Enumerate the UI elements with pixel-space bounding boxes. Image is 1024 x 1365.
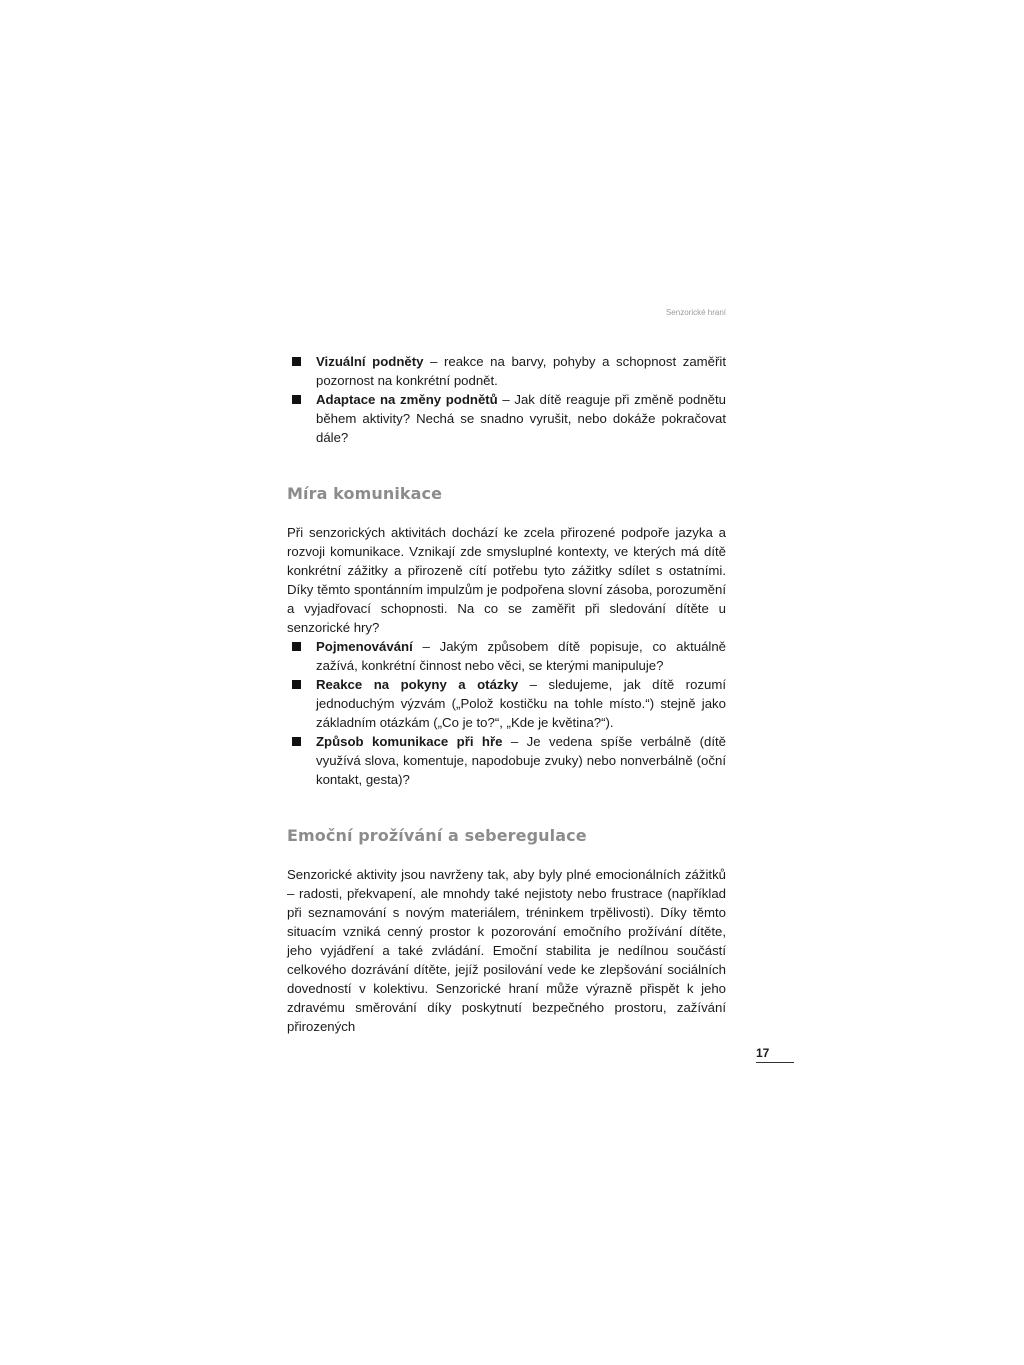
section-heading-emotions: Emoční prožívání a seberegulace <box>287 826 587 845</box>
intro-bullet-list <box>287 352 726 447</box>
square-bullet-icon <box>292 680 301 689</box>
page-content <box>287 352 726 1036</box>
section-paragraph-communication: Při senzorických aktivitách dochází ke zcela přirozené podpoře jazyka a rozvoji komunikace. Vznikají zde smysluplné kontexty, ve kterých má dítě konkrétní zážitky a přirozeně cítí potřebu tyto zážitky sdílet s ostatními. Díky těmto spontánním impulzům je podpořena slovní zásoba, porozumění a vyjadřovací schopnosti. Na co se zaměřit při sledování dítěte u senzorické hry? <box>287 525 726 635</box>
list-item-term: Způsob komunikace při hře <box>316 734 503 749</box>
list-item <box>287 675 726 732</box>
page-number: 17 <box>756 1046 794 1063</box>
list-item <box>287 637 726 675</box>
square-bullet-icon <box>292 357 301 366</box>
list-item-term: Reakce na pokyny a otázky <box>316 677 519 692</box>
square-bullet-icon <box>292 737 301 746</box>
list-item-term: Adaptace na změny podnětů <box>316 392 498 407</box>
square-bullet-icon <box>292 642 301 651</box>
list-item-text: – sledujeme, jak dítě rozumí jednoduchým výzvám („Polož kostičku na tohle místo.“) stejně jako základním otázkám („Co je to?“, „Kde je květina?“). <box>316 677 726 730</box>
list-item-text: – Jak dítě reaguje při změně podnětu během aktivity? Nechá se snadno vyrušit, nebo dokáže pokračovat dále? <box>316 392 726 445</box>
list-item-text: – reakce na barvy, pohyby a schopnost zaměřit pozornost na konkrétní podnět. <box>316 354 726 388</box>
list-item <box>287 732 726 789</box>
list-item-term: Vizuální podněty <box>316 354 424 369</box>
section-paragraph-emotions: Senzorické aktivity jsou navrženy tak, aby byly plné emocionálních zážitků – radosti, překvapení, ale mnohdy také nejistoty nebo frustrace (například při seznamování s novým materiálem, tréninkem trpělivosti). Díky těmto situacím vzniká cenný prostor k pozorování emočního prožívání dítěte, jeho vyjádření a také zvládání. Emoční stabilita je nedílnou součástí celkového dozrávání dítěte, jejíž posilování vede ke zlepšování sociálních dovedností v kolektivu. Senzorické hraní může výrazně přispět k jeho zdravému směrování díky poskytnutí bezpečného prostoru, zažívání přirozených <box>287 867 726 1034</box>
section-heading-communication: Míra komunikace <box>287 484 443 503</box>
running-header: Senzorické hraní <box>665 308 726 317</box>
list-item-term: Pojmenovávání <box>316 639 413 654</box>
list-item <box>287 352 726 390</box>
communication-bullet-list <box>287 637 726 789</box>
list-item-text: – Jakým způsobem dítě popisuje, co aktuálně zažívá, konkrétní činnost nebo věci, se kterými manipuluje? <box>316 639 726 673</box>
list-item-text: – Je vedena spíše verbálně (dítě využívá slova, komentuje, napodobuje zvuky) nebo nonverbálně (oční kontakt, gesta)? <box>316 734 726 787</box>
square-bullet-icon <box>292 395 301 404</box>
list-item <box>287 390 726 447</box>
